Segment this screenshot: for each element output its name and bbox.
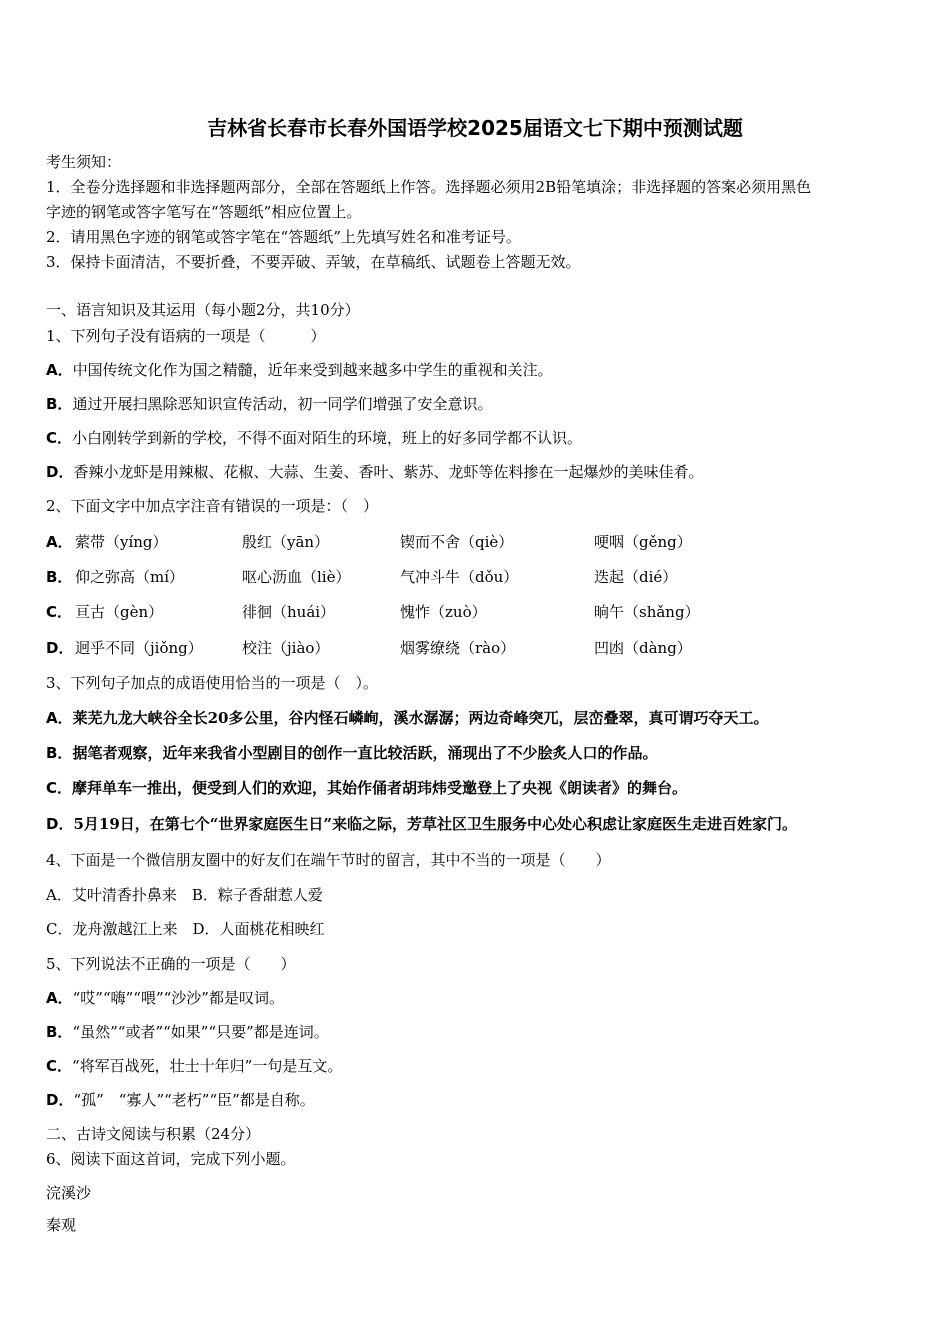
notice-item: 字迹的钢笔或答字笔写在“答题纸”相应位置上。 (46, 203, 362, 221)
option-row (46, 743, 657, 763)
option-row (46, 778, 687, 798)
option-row (46, 814, 797, 834)
option-row: A．艾叶清香扑鼻来 B．粽子香甜惹人爱 (46, 886, 323, 904)
question-stem: 5、下列说法不正确的一项是（ ） (46, 955, 296, 973)
page-title: 吉林省长春市长春外国语学校2025届语文七下期中预测试题 (207, 116, 743, 140)
pinyin-cell: 殷红（yān） (242, 533, 330, 551)
pinyin-cell: 烟雾缭绕（rào） (400, 639, 516, 657)
option-key: C． (46, 603, 73, 621)
option-key: D． (46, 815, 74, 833)
pinyin-cell: 萦带（yíng） (75, 533, 168, 551)
option-text: 小白刚转学到新的学校，不得不面对陌生的环境，班上的好多同学都不认识。 (72, 429, 583, 447)
notice-item: 2．请用黑色字迹的钢笔或答字笔在“答题纸”上先填写姓名和准考证号。 (46, 228, 521, 246)
option-row (46, 360, 553, 380)
option-key: A． (46, 361, 73, 379)
option-text: 中国传统文化作为国之精髓，近年来受到越来越多中学生的重视和关注。 (72, 361, 553, 379)
question-stem: 3、下列句子加点的成语使用恰当的一项是（ ）。 (46, 674, 379, 692)
option-key: D． (46, 463, 74, 481)
option-row (46, 1090, 315, 1110)
option-text: “孤” “寡人”“老朽”“臣”都是自称。 (73, 1091, 315, 1109)
pinyin-cell: 迥乎不同（jiǒng） (75, 639, 203, 657)
notice-heading: 考生须知： (46, 153, 122, 171)
option-text: 香辣小龙虾是用辣椒、花椒、大蒜、生姜、香叶、紫苏、龙虾等佐料掺在一起爆炒的美味佳肴。 (73, 463, 704, 481)
option-row (46, 988, 284, 1008)
pinyin-cell: 哽咽（gěng） (594, 533, 692, 551)
option-key: D． (46, 639, 74, 657)
option-row (46, 1056, 342, 1076)
option-text: 摩拜单车一推出，便受到人们的欢迎，其始作俑者胡玮炜受邀登上了央视《朗读者》的舞台。 (72, 779, 688, 797)
pinyin-cell: 晌午（shǎng） (594, 603, 700, 621)
option-key: C． (46, 429, 73, 447)
option-key: B． (46, 744, 73, 762)
option-row (46, 708, 769, 728)
option-key: D． (46, 1091, 74, 1109)
option-key: B． (46, 1023, 73, 1041)
option-text: 通过开展扫黑除恶知识宣传活动，初一同学们增强了安全意识。 (72, 395, 493, 413)
pinyin-cell: 锲而不舍（qiè） (400, 533, 514, 551)
question-stem: 1、下列句子没有语病的一项是（ ） (46, 327, 326, 345)
option-key: C． (46, 779, 73, 797)
pinyin-cell: 愧怍（zuò） (400, 603, 487, 621)
option-text: 莱芜九龙大峡谷全长20多公里，谷内怪石嶙峋，溪水潺潺；两边奇峰突兀，层峦叠翠，真可谓巧夺天工。 (72, 709, 769, 727)
option-key: B． (46, 568, 73, 586)
option-row: C．龙舟激越江上来 D．人面桃花相映红 (46, 920, 325, 938)
option-row (46, 394, 492, 414)
option-row (46, 428, 582, 448)
pinyin-cell: 迭起（dié） (594, 568, 678, 586)
option-row (46, 1022, 329, 1042)
pinyin-cell: 气冲斗牛（dǒu） (400, 568, 519, 586)
question-stem: 6、阅读下面这首词，完成下列小题。 (46, 1150, 296, 1168)
question-stem: 2、下面文字中加点字注音有错误的一项是：（ ） (46, 497, 379, 515)
section-heading: 一、语言知识及其运用（每小题2分，共10分） (46, 301, 360, 319)
option-key: A． (46, 709, 73, 727)
option-text: “将军百战死，壮士十年归”一句是互文。 (72, 1057, 343, 1075)
option-text: 据笔者观察，近年来我省小型剧目的创作一直比较活跃，涌现出了不少脍炙人口的作品。 (72, 744, 658, 762)
pinyin-cell: 亘古（gèn） (75, 603, 164, 621)
option-key: C． (46, 1057, 73, 1075)
notice-item: 1．全卷分选择题和非选择题两部分，全部在答题纸上作答。选择题必须用2B铅笔填涂；非选择题的答案必须用黑色 (46, 178, 812, 196)
poem-title: 浣溪沙 (46, 1184, 92, 1202)
option-key: B． (46, 395, 73, 413)
notice-item: 3．保持卡面清洁，不要折叠，不要弄破、弄皱，在草稿纸、试题卷上答题无效。 (46, 253, 581, 271)
option-text: “虽然”“或者”“如果”“只要”都是连词。 (72, 1023, 329, 1041)
option-text: 5月19日，在第七个“世界家庭医生日”来临之际，芳草社区卫生服务中心处心积虑让家庭医生走进百姓家门。 (73, 815, 798, 833)
pinyin-cell: 呕心沥血（liè） (242, 568, 351, 586)
option-text: “哎”“嗨”“喂”“沙沙”都是叹词。 (72, 989, 284, 1007)
option-row (46, 462, 703, 482)
poem-author: 秦观 (46, 1216, 77, 1234)
pinyin-cell: 徘徊（huái） (242, 603, 336, 621)
pinyin-cell: 校注（jiào） (242, 639, 330, 657)
option-key: A． (46, 533, 73, 551)
pinyin-cell: 仰之弥高（mí） (75, 568, 185, 586)
section-heading: 二、古诗文阅读与积累（24分） (46, 1125, 261, 1143)
question-stem: 4、下面是一个微信朋友圈中的好友们在端午节时的留言，其中不当的一项是（ ） (46, 851, 611, 869)
pinyin-cell: 凹凼（dàng） (594, 639, 692, 657)
option-key: A． (46, 989, 73, 1007)
